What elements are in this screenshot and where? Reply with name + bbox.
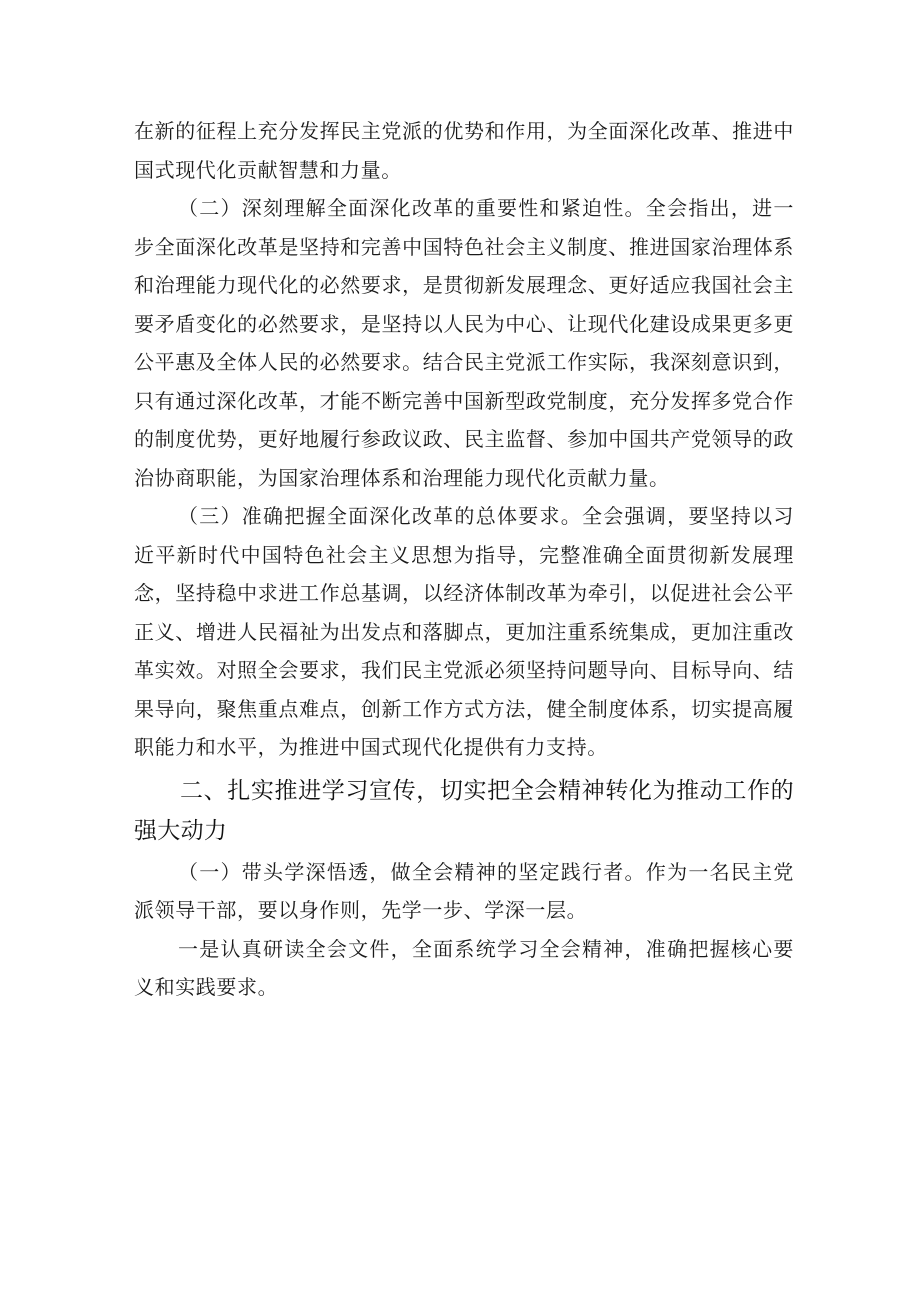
document-body bbox=[134, 112, 794, 1007]
paragraph-subsection-1: （一）带头学深悟透，做全会精神的坚定践行者。作为一名民主党派领导干部，要以身作则，先学一步、学深一层。 bbox=[134, 859, 794, 922]
paragraph-section-3: （三）准确把握全面深化改革的总体要求。全会强调，要坚持以习近平新时代中国特色社会主义思想为指导，完整准确全面贯彻新发展理念，坚持稳中求进工作总基调，以经济体制改革为牵引，以促进社会公平正义、增进人民福祉为出发点和落脚点，更加注重系统集成，更加注重改革实效。对照全会要求，我们民主党派必须坚持问题导向、目标导向、结果导向，聚焦重点难点，创新工作方式方法，健全制度体系，切实提高履职能力和水平，为推进中国式现代化提供有力支持。 bbox=[134, 504, 794, 759]
paragraph-section-2: （二）深刻理解全面深化改革的重要性和紧迫性。全会指出，进一步全面深化改革是坚持和完善中国特色社会主义制度、推进国家治理体系和治理能力现代化的必然要求，是贯彻新发展理念、更好适应我国社会主要矛盾变化的必然要求，是坚持以人民为中心、让现代化建设成果更多更公平惠及全体人民的必然要求。结合民主党派工作实际，我深刻意识到，只有通过深化改革，才能不断完善中国新型政党制度，充分发挥多党合作的制度优势，更好地履行参政议政、民主监督、参加中国共产党领导的政治协商职能，为国家治理体系和治理能力现代化贡献力量。 bbox=[134, 196, 794, 490]
paragraph-point-1: 一是认真研读全会文件，全面系统学习全会精神，准确把握核心要义和实践要求。 bbox=[134, 936, 794, 999]
paragraph-continuation: 在新的征程上充分发挥民主党派的优势和作用，为全面深化改革、推进中国式现代化贡献智慧和力量。 bbox=[134, 119, 794, 182]
section-heading: 二、扎实推进学习宣传，切实把全会精神转化为推动工作的强大动力 bbox=[134, 777, 794, 844]
